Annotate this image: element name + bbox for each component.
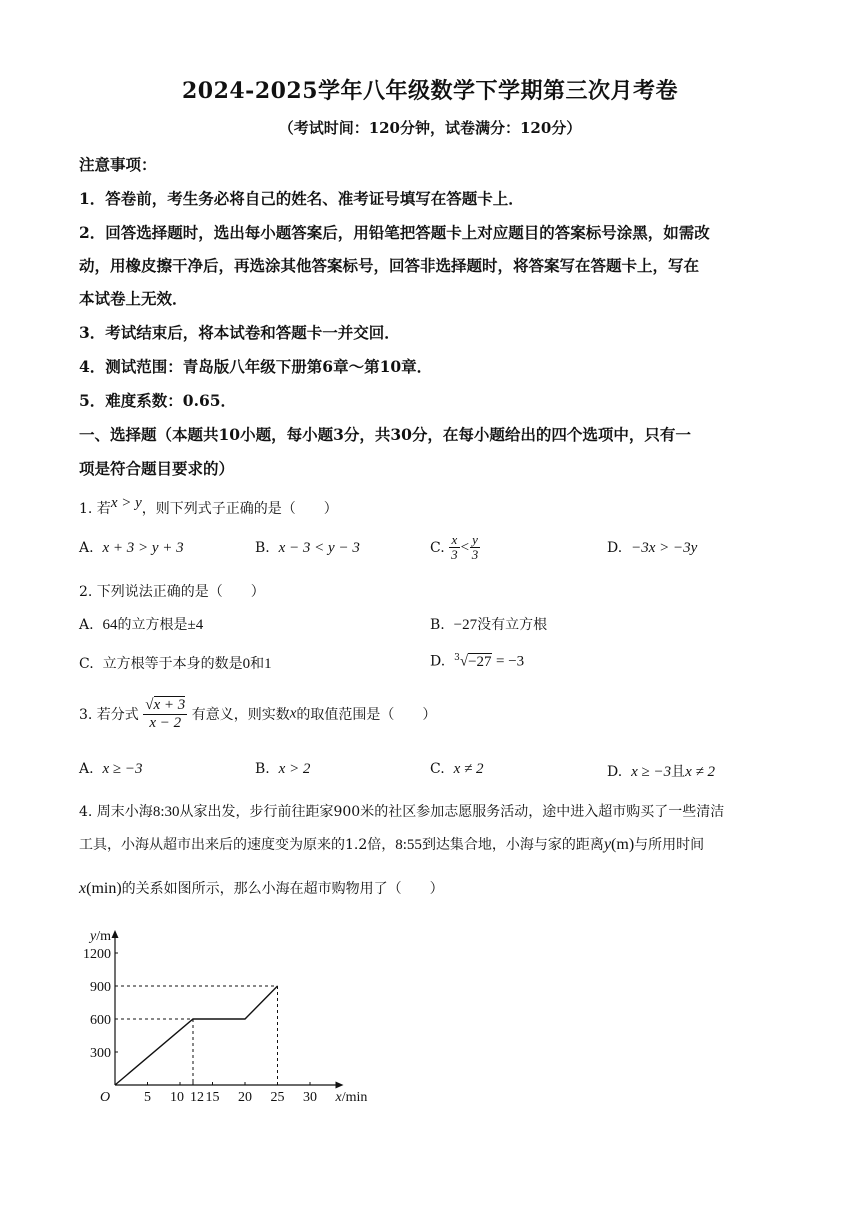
x-tick-label: 10 xyxy=(170,1090,184,1105)
note-item: 3．考试结束后，将本试卷和答题卡一并交回． xyxy=(79,323,400,342)
note-item: 本试卷上无效． xyxy=(79,289,188,308)
x-tick-label: 15 xyxy=(205,1090,220,1105)
y-axis-label: y/m xyxy=(90,929,111,944)
q1-option-c[interactable]: C. $\frac{x}{3}$ < $\frac{y}{3}$ xyxy=(430,532,479,563)
y-tick-label: 300 xyxy=(90,1046,111,1061)
q1-option-d[interactable]: D. −3x > −3y xyxy=(607,540,698,556)
note-item: 2．回答选择题时，选出每小题答案后，用铅笔把答题卡上对应题目的答案标号涂黑，如需改 xyxy=(79,223,710,242)
q3-option-c[interactable]: C. x ≠ 2 xyxy=(430,761,484,777)
x-tick-label: 20 xyxy=(238,1090,252,1105)
origin-label: O xyxy=(99,1090,111,1105)
x-tick-label: 25 xyxy=(270,1090,285,1105)
y-axis-arrow xyxy=(112,930,119,938)
question-1-stem: 1. 若x > y，则下列式子正确的是（ ） xyxy=(79,495,338,517)
y-tick-label: 1200 xyxy=(83,947,111,962)
question-4-line-2: 工具，小海从超市出来后的速度变为原来的1.2倍，8:55到达集合地，小海与家的距离y(m)与所用时间 xyxy=(79,836,705,853)
y-tick-label: 600 xyxy=(90,1013,111,1028)
q1-option-a[interactable]: A. x + 3 > y + 3 xyxy=(79,540,184,556)
question-2-stem: 2. 下列说法正确的是（ ） xyxy=(79,584,265,600)
exam-subtitle: （考试时间：120分钟，试卷满分：120分） xyxy=(278,119,582,137)
question-4-line-1: 4. 周末小海8:30从家出发，步行前往距家900米的社区参加志愿服务活动，途中进入超市购买了一些清洁 xyxy=(79,804,725,820)
y-tick-label: 900 xyxy=(90,980,111,995)
q2-option-a[interactable]: A. 64的立方根是±4 xyxy=(79,617,204,633)
q3-option-b[interactable]: B. x > 2 xyxy=(255,761,311,777)
q2-option-b[interactable]: B. −27没有立方根 xyxy=(430,617,548,633)
question-4-line-3: x(min)的关系如图所示，那么小海在超市购物用了（ ） xyxy=(79,880,444,897)
note-item: 动，用橡皮擦干净后，再选涂其他答案标号，回答非选择题时，将答案写在答题卡上，写在 xyxy=(79,256,700,275)
q3-option-a[interactable]: A. x ≥ −3 xyxy=(79,761,143,777)
q2-option-c[interactable]: C. 立方根等于本身的数是0和1 xyxy=(79,656,272,672)
section-heading: 一、选择题（本题共10小题，每小题3分，共30分，在每小题给出的四个选项中，只有一 xyxy=(79,425,691,444)
note-item: 4．测试范围：青岛版八年级下册第6章～第10章． xyxy=(79,357,433,376)
question-3-stem: 3. 若分式 $\frac{√x + 3}{x - 2}$ 有意义，则实数x的取值范围是（ ） xyxy=(79,697,437,731)
distance-time-chart xyxy=(70,910,380,1110)
x-tick-label: 5 xyxy=(144,1090,151,1105)
q1-option-b[interactable]: B. x − 3 < y − 3 xyxy=(255,540,360,556)
x-tick-label: 12 xyxy=(190,1090,204,1105)
notes-heading: 注意事项： xyxy=(79,155,157,174)
x-axis-label: x/min xyxy=(335,1090,368,1105)
q3-option-d[interactable]: D. x ≥ −3且x ≠ 2 xyxy=(607,764,715,780)
section-heading-cont: 项是符合题目要求的） xyxy=(79,459,235,478)
exam-title: 2024-2025学年八年级数学下学期第三次月考卷 xyxy=(181,78,679,104)
x-axis-arrow xyxy=(336,1082,344,1089)
x-tick-label: 30 xyxy=(303,1090,317,1105)
note-item: 1．答卷前，考生务必将自己的姓名、准考证号填写在答题卡上． xyxy=(79,189,524,208)
series-line xyxy=(115,986,278,1085)
note-item: 5．难度系数：0.65． xyxy=(79,391,237,410)
q2-option-d[interactable]: D. $^3$√−27 = −3 xyxy=(430,653,525,670)
